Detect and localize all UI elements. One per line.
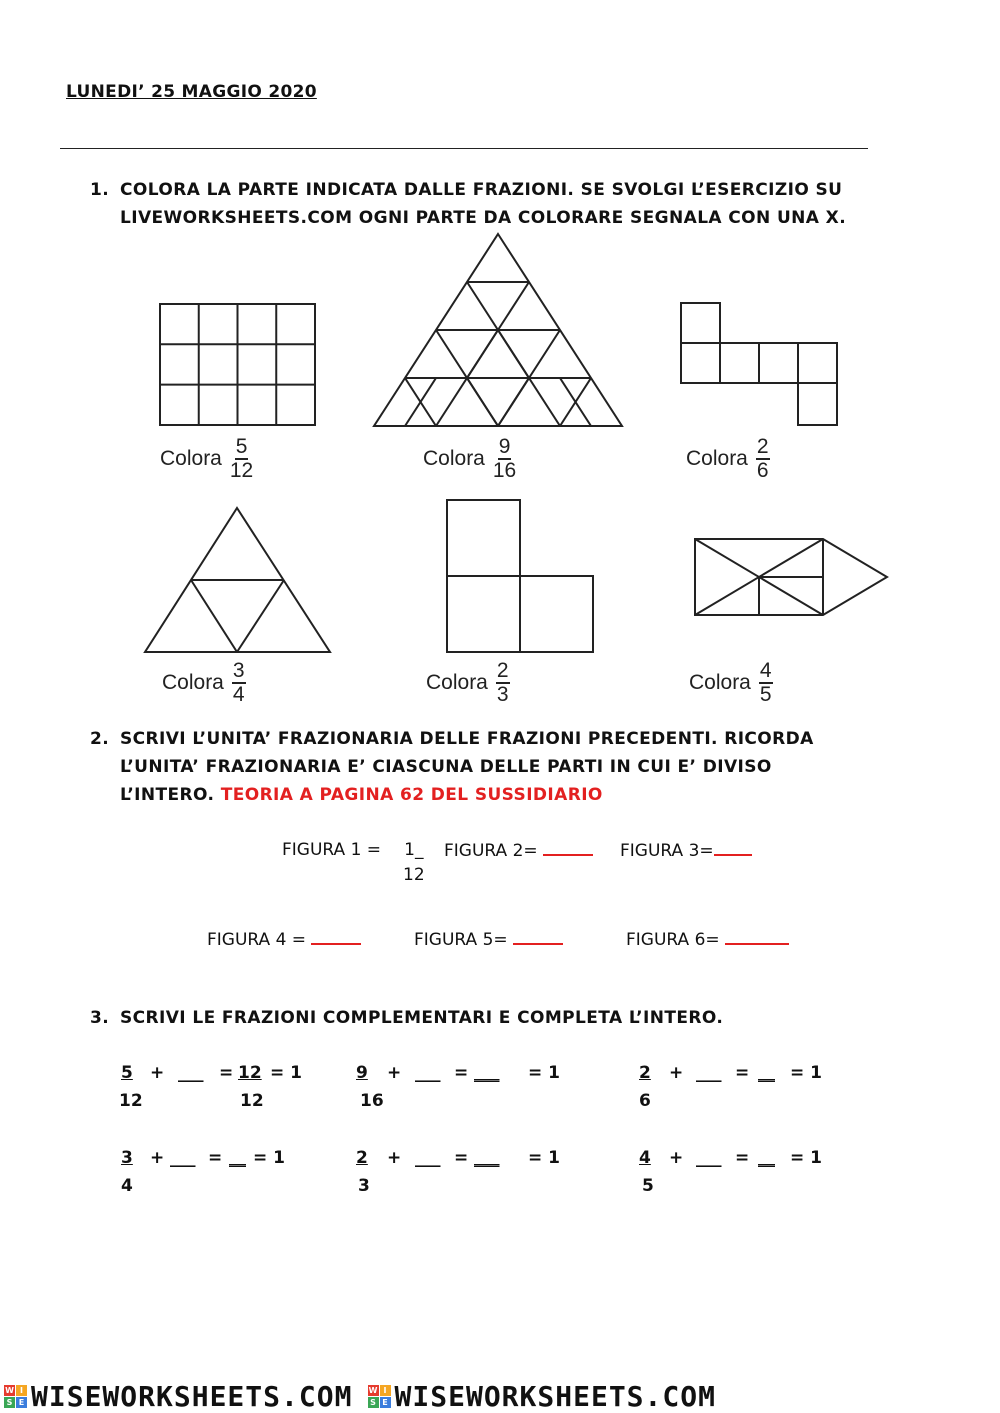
fraction-denominator: 16	[492, 459, 517, 482]
equation-denominator: 4	[121, 1176, 133, 1196]
figure-5-answer	[414, 929, 563, 950]
question-2-number: 2.	[90, 729, 110, 749]
question-2	[90, 725, 980, 809]
figure-3-label: FIGURA 3=	[620, 841, 714, 861]
fraction-numerator: 3	[232, 659, 245, 682]
question-3	[90, 1004, 980, 1032]
equation-numerator: 3	[121, 1148, 133, 1168]
fraction	[759, 661, 773, 705]
answer-blank[interactable]: ___	[178, 1063, 204, 1083]
plus-sign: +	[150, 1063, 165, 1083]
figure-5-squares[interactable]	[445, 498, 597, 656]
equals-one: = 1	[790, 1063, 822, 1083]
logo-grid-icon: W I S E	[4, 1385, 27, 1408]
equals-sign: =	[735, 1063, 750, 1083]
plus-sign: +	[387, 1148, 402, 1168]
equals-sign: =	[454, 1148, 469, 1168]
equation-denominator: 6	[639, 1091, 651, 1111]
answer-blank[interactable]: ___	[696, 1148, 722, 1168]
separator-line	[60, 148, 868, 149]
fraction-numerator: 2	[756, 435, 769, 458]
figure-2-label: FIGURA 2=	[444, 841, 538, 861]
equals-one: = 1	[528, 1148, 560, 1168]
equals-sign: =	[219, 1063, 234, 1083]
footer-watermark	[0, 1378, 1000, 1412]
fraction	[493, 437, 516, 481]
unit-fraction-example	[403, 840, 425, 885]
caption-label: Colora	[162, 671, 224, 694]
figure-3-blank[interactable]	[714, 840, 752, 856]
fraction-numerator: 5	[235, 435, 248, 458]
equals-one: = 1	[270, 1063, 302, 1083]
result-blank[interactable]: ___	[474, 1063, 500, 1083]
watermark-text: WISEWORKSHEETS.COM	[31, 1380, 353, 1412]
plus-sign: +	[669, 1148, 684, 1168]
logo-grid-icon: W I S E	[368, 1385, 391, 1408]
equals-sign: =	[735, 1148, 750, 1168]
result-numerator: 12	[238, 1063, 262, 1083]
figure-6-label: FIGURA 6=	[626, 930, 720, 950]
caption-label: Colora	[689, 671, 751, 694]
caption-label: Colora	[160, 447, 222, 470]
figure-1-caption	[160, 437, 253, 481]
date-heading: LUNEDI’ 25 MAGGIO 2020	[66, 82, 317, 102]
question-1-line-2: LIVEWORKSHEETS.COM OGNI PARTE DA COLORARE SEGNALA CON UNA X.	[120, 208, 847, 228]
watermark-logo[interactable]	[368, 1380, 716, 1412]
fraction	[232, 661, 246, 705]
answer-blank[interactable]: ___	[415, 1148, 441, 1168]
caption-label: Colora	[423, 447, 485, 470]
question-1	[90, 176, 980, 232]
result-denominator: 12	[240, 1091, 264, 1111]
unit-fraction-denominator: 12	[403, 865, 425, 885]
result-blank[interactable]: __	[229, 1148, 246, 1168]
figure-4-caption	[162, 661, 246, 705]
figure-1-answer	[282, 840, 381, 860]
figure-4-answer	[207, 929, 361, 950]
question-2-line-3-text: L’INTERO.	[120, 785, 215, 805]
result-blank[interactable]: __	[758, 1063, 775, 1083]
figure-2-caption	[423, 437, 516, 481]
figure-5-blank[interactable]	[513, 929, 563, 945]
fraction-denominator: 5	[759, 683, 772, 706]
equation-numerator: 9	[356, 1063, 368, 1083]
equation-numerator: 4	[639, 1148, 651, 1168]
equation-denominator: 3	[358, 1176, 370, 1196]
equation-numerator: 5	[121, 1063, 133, 1083]
equals-sign: =	[208, 1148, 223, 1168]
fraction	[496, 661, 510, 705]
equation-denominator: 16	[360, 1091, 384, 1111]
caption-label: Colora	[426, 671, 488, 694]
fraction	[230, 437, 253, 481]
figure-6-caption	[689, 661, 773, 705]
figure-2-blank[interactable]	[543, 840, 593, 856]
answer-blank[interactable]: ___	[696, 1063, 722, 1083]
equation-numerator: 2	[639, 1063, 651, 1083]
equals-one: = 1	[528, 1063, 560, 1083]
question-2-line-1: SCRIVI L’UNITA’ FRAZIONARIA DELLE FRAZIONI PRECEDENTI. RICORDA	[120, 729, 814, 749]
equals-sign: =	[454, 1063, 469, 1083]
plus-sign: +	[150, 1148, 165, 1168]
fraction-denominator: 12	[229, 459, 254, 482]
figure-2-answer	[444, 840, 593, 861]
figure-5-caption	[426, 661, 510, 705]
watermark-text: WISEWORKSHEETS.COM	[394, 1380, 716, 1412]
equation-denominator: 5	[642, 1176, 654, 1196]
figure-6-blank[interactable]	[725, 929, 789, 945]
caption-label: Colora	[686, 447, 748, 470]
result-blank[interactable]: __	[758, 1148, 775, 1168]
theory-reference: TEORIA A PAGINA 62 DEL SUSSIDIARIO	[220, 785, 603, 805]
fraction-numerator: 2	[496, 659, 509, 682]
watermark-logo[interactable]	[4, 1380, 352, 1412]
figure-5-label: FIGURA 5=	[414, 930, 508, 950]
fraction-denominator: 4	[232, 683, 245, 706]
figure-3-caption	[686, 437, 770, 481]
plus-sign: +	[669, 1063, 684, 1083]
question-1-number: 1.	[90, 180, 110, 200]
question-2-line-3	[120, 781, 980, 809]
figure-6-answer	[626, 929, 789, 950]
answer-blank[interactable]: ___	[170, 1148, 196, 1168]
figure-3-answer	[620, 840, 752, 861]
result-blank[interactable]: ___	[474, 1148, 500, 1168]
equation-numerator: 2	[356, 1148, 368, 1168]
fraction	[756, 437, 770, 481]
equals-one: = 1	[790, 1148, 822, 1168]
question-3-number: 3.	[90, 1008, 110, 1028]
figure-1-grid[interactable]	[158, 302, 318, 428]
equals-one: = 1	[253, 1148, 285, 1168]
fraction-denominator: 3	[496, 683, 509, 706]
question-3-title: SCRIVI LE FRAZIONI COMPLEMENTARI E COMPLETA L’INTERO.	[120, 1008, 724, 1028]
fraction-numerator: 9	[498, 435, 511, 458]
fraction-numerator: 4	[759, 659, 772, 682]
fraction-denominator: 6	[756, 459, 769, 482]
figure-1-label: FIGURA 1 =	[282, 840, 382, 860]
figure-2-triangle[interactable]	[372, 231, 624, 429]
figure-6-triangles[interactable]	[693, 537, 891, 619]
figure-3-squares[interactable]	[679, 301, 843, 429]
figure-4-blank[interactable]	[311, 929, 361, 945]
question-1-line-1: COLORA LA PARTE INDICATA DALLE FRAZIONI. SE SVOLGI L’ESERCIZIO SU	[120, 180, 843, 200]
question-2-line-2: L’UNITA’ FRAZIONARIA E’ CIASCUNA DELLE PARTI IN CUI E’ DIVISO	[120, 757, 772, 777]
equation-denominator: 12	[119, 1091, 143, 1111]
figure-4-triangle[interactable]	[143, 505, 333, 655]
answer-blank[interactable]: ___	[415, 1063, 441, 1083]
plus-sign: +	[387, 1063, 402, 1083]
figure-4-label: FIGURA 4 =	[207, 930, 307, 950]
unit-fraction-numerator: 1_	[404, 840, 424, 860]
